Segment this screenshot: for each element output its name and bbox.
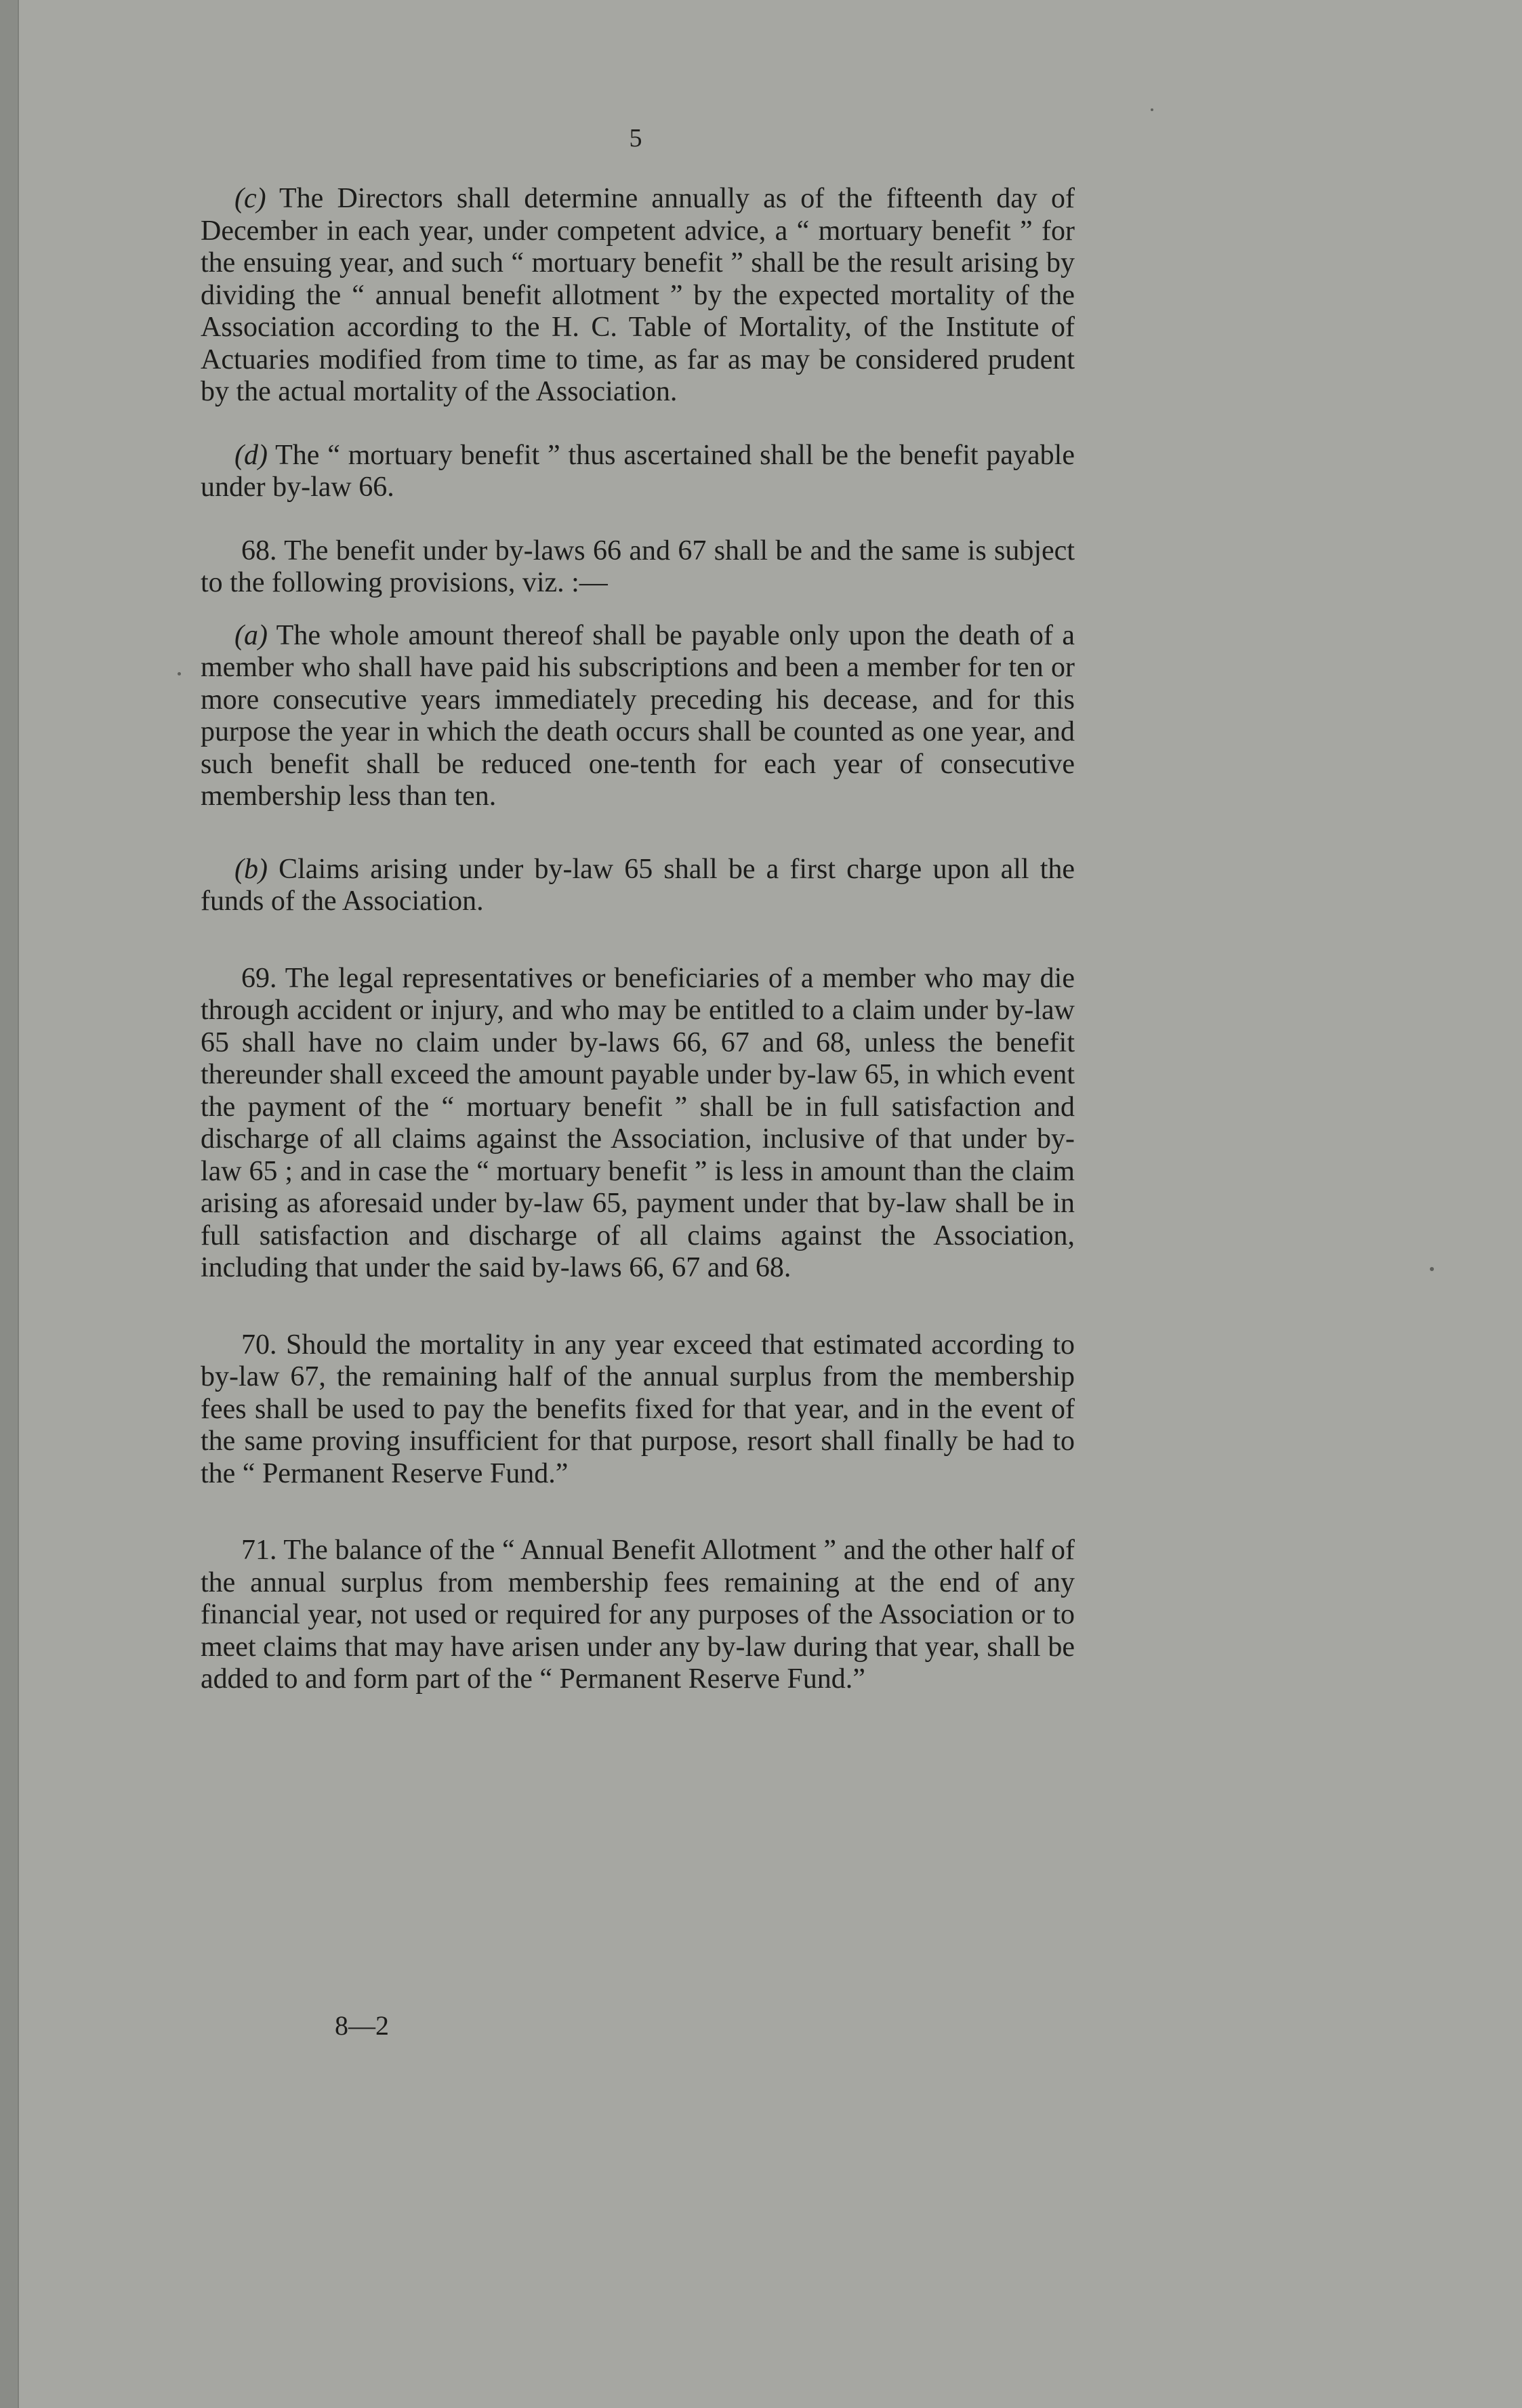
paragraph-d [201, 440, 1075, 504]
paragraph-text: The whole amount thereof shall be payable only upon the death of a member who shall have paid his subscriptions and been a member for ten or more consecutive years immediately preceding his decease, and for this purpose the year in which the death occurs shall be counted as one year, and such benefit shall be reduced one-tenth for each year of consecutive membership less than ten. [201, 619, 1075, 812]
paragraph-label: (a) [234, 619, 268, 651]
page-number: 5 [629, 124, 642, 152]
paragraph-text: 71. The balance of the “ Annual Benefit Allotment ” and the other half of the annual surplus from membership fees remaining at the end of any financial year, not used or required for any purposes of the Association or to meet claims that may have arisen under any by-law during that year, shall be added to and form part of the “ Permanent Reserve Fund.” [201, 1535, 1075, 1695]
paper-speck [178, 672, 181, 676]
bylaws-text [201, 183, 1075, 1696]
bylaw-69 [201, 963, 1075, 1285]
paragraph-label: (c) [234, 183, 266, 214]
paragraph-text: 68. The benefit under by-laws 66 and 67 shall be and the same is subject to the following provisions, viz. :— [201, 535, 1075, 598]
paragraph-label: (b) [234, 853, 268, 885]
paragraph-text: 69. The legal representatives or beneficiaries of a member who may die through accident or injury, and who may be entitled to a claim under by-law 65 shall have no claim under by-laws 66, 67 and 68, unless the benefit thereunder shall exceed the amount payable under by-law 65, in which event the payment of the “ mortuary benefit ” shall be in full satisfaction and discharge of all claims against the Association, inclusive of that under by-law 65 ; and in case the “ mortuary benefit ” is less in amount than the claim arising as aforesaid under by-law 65, payment under that by-law shall be in full satisfaction and discharge of all claims against the Association, including that under the said by-laws 66, 67 and 68. [201, 962, 1075, 1283]
paragraph-text: Claims arising under by-law 65 shall be a first charge upon all the funds of the Association. [201, 853, 1075, 917]
bylaw-70 [201, 1329, 1075, 1491]
paper-speck [1151, 108, 1153, 111]
signature-mark: 8—2 [335, 2010, 389, 2041]
paragraph-label: (d) [234, 439, 268, 471]
bylaw-68 [201, 535, 1075, 600]
paragraph-c [201, 183, 1075, 409]
paragraph-text: The Directors shall determine annually as of the fifteenth day of December in each year, under competent advice, a “ mortuary benefit ” for the ensuing year, and such “ mortuary benefit ” shall be the result arising by dividing the “ annual benefit allotment ” by the expected mortality of the Association according to the H. C. Table of Mortality, of the Institute of Actuaries modified from time to time, as far as may be considered prudent by the actual mortality of the Association. [201, 183, 1075, 407]
paragraph-text: The “ mortuary benefit ” thus ascertained shall be the benefit payable under by-law 66. [201, 439, 1075, 503]
bylaw-71 [201, 1535, 1075, 1696]
paragraph-a [201, 620, 1075, 813]
paragraph-text: 70. Should the mortality in any year exceed that estimated according to by-law 67, the remaining half of the annual surplus from the membership fees shall be used to pay the benefits fixed for that year, and in the event of the same proving insufficient for that purpose, resort shall finally be had to the “ Permanent Reserve Fund.” [201, 1329, 1075, 1489]
page-binding-edge [0, 0, 19, 2408]
paragraph-b [201, 854, 1075, 918]
paper-speck [1430, 1267, 1434, 1271]
